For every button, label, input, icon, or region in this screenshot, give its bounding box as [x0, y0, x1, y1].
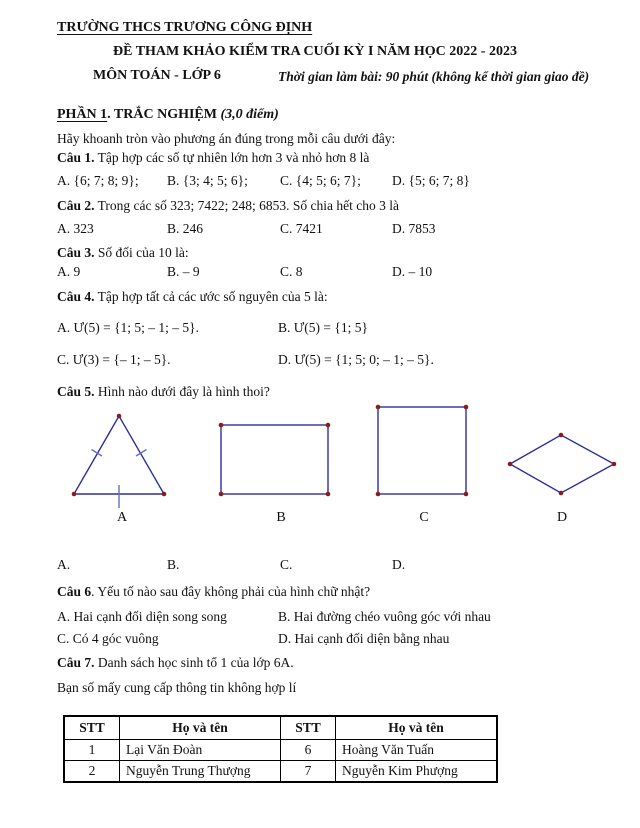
table-row	[64, 740, 497, 761]
question-4-label: Câu 4.	[57, 289, 95, 304]
question-1-option-b: B. {3; 4; 5; 6};	[167, 173, 248, 188]
header-name-1: Họ và tên	[120, 716, 281, 740]
triangle-shape	[74, 416, 164, 494]
part1-title: . TRẮC NGHIỆM	[107, 107, 221, 122]
part1-points: (3,0 điểm)	[220, 107, 279, 122]
question-7-text: Danh sách học sinh tổ 1 của lớp 6A.	[94, 655, 294, 670]
shapes-figure	[0, 398, 640, 513]
question-1-option-d: D. {5; 6; 7; 8}	[392, 173, 470, 188]
question-7-label: Câu 7.	[57, 655, 95, 670]
table-header-row	[64, 716, 497, 740]
question-4-option-a: A. Ư(5) = {1; 5; – 1; – 5}.	[57, 320, 200, 335]
question-4-text: Tập hợp tất cả các ước số nguyên của 5 là:	[94, 289, 328, 304]
question-5-answer-a: A.	[57, 557, 71, 572]
rectangle-shape	[221, 425, 328, 494]
header-stt-1: STT	[64, 716, 120, 740]
question-3-option-c: C. 8	[280, 264, 303, 279]
question-2-label: Câu 2.	[57, 198, 95, 213]
shape-label-a: A	[116, 510, 128, 525]
question-2-option-d: D. 7853	[392, 221, 436, 236]
question-6-label: Câu 6	[57, 584, 92, 599]
question-2	[57, 198, 399, 214]
header-stt-2: STT	[281, 716, 336, 740]
question-5-answer-b: B.	[167, 557, 180, 572]
question-6-option-b: B. Hai đường chéo vuông góc với nhau	[278, 609, 491, 624]
shape-label-b: B	[276, 510, 286, 525]
question-1-option-c: C. {4; 5; 6; 7};	[280, 173, 361, 188]
part1-heading	[57, 107, 279, 123]
triangle-tick-marks	[92, 450, 147, 509]
question-4	[57, 289, 328, 305]
shape-label-d: D	[556, 510, 568, 525]
shape-label-c: C	[419, 510, 429, 525]
rhombus-shape	[510, 435, 614, 493]
question-6-option-d: D. Hai cạnh đối diện bằng nhau	[278, 631, 450, 646]
question-2-text: Trong các số 323; 7422; 248; 6853. Số chia hết cho 3 là	[94, 198, 399, 213]
question-2-option-c: C. 7421	[280, 221, 323, 236]
question-5-answer-d: D.	[392, 557, 406, 572]
exam-title: ĐỀ THAM KHẢO KIỂM TRA CUỐI KỲ I NĂM HỌC 2022 - 2023	[113, 44, 517, 59]
question-6	[57, 584, 370, 600]
square-shape	[378, 407, 466, 494]
question-3	[57, 245, 189, 261]
question-1-label: Câu 1.	[57, 150, 95, 165]
table-row	[64, 761, 497, 783]
question-3-option-a: A. 9	[57, 264, 81, 279]
school-name: TRƯỜNG THCS TRƯƠNG CÔNG ĐỊNH	[57, 20, 313, 35]
question-6-option-c: C. Có 4 góc vuông	[57, 631, 159, 646]
cell-name: Nguyễn Kim Phượng	[336, 761, 498, 783]
question-5-answer-c: C.	[280, 557, 293, 572]
question-5-label: Câu 5.	[57, 384, 95, 399]
header-name-2: Họ và tên	[336, 716, 498, 740]
instruction-line: Hãy khoanh tròn vào phương án đúng trong mỗi câu dưới đây:	[57, 131, 396, 146]
subject-line: MÔN TOÁN - LỚP 6	[93, 68, 221, 83]
question-7	[57, 655, 294, 671]
question-4-option-c: C. Ư(3) = {– 1; – 5}.	[57, 352, 171, 367]
question-3-option-b: B. – 9	[167, 264, 200, 279]
question-4-option-b: B. Ư(5) = {1; 5}	[278, 320, 368, 335]
question-3-text: Số đối của 10 là:	[94, 245, 189, 260]
student-roster-table	[63, 715, 498, 783]
question-3-label: Câu 3.	[57, 245, 95, 260]
cell-stt: 7	[281, 761, 336, 783]
duration-note: Thời gian làm bài: 90 phút (không kể thời gian giao đề)	[278, 69, 590, 84]
question-7-text2: Bạn số mấy cung cấp thông tin không hợp lí	[57, 680, 297, 695]
question-3-option-d: D. – 10	[392, 264, 433, 279]
question-2-option-a: A. 323	[57, 221, 94, 236]
question-5-text: Hình nào dưới đây là hình thoi?	[94, 384, 270, 399]
question-6-option-a: A. Hai cạnh đối diện song song	[57, 609, 227, 624]
cell-stt: 1	[64, 740, 120, 761]
question-1	[57, 150, 369, 166]
cell-stt: 2	[64, 761, 120, 783]
question-6-text: . Yếu tố nào sau đây không phải của hình chữ nhật?	[91, 584, 371, 599]
cell-name: Nguyễn Trung Thượng	[120, 761, 281, 783]
cell-stt: 6	[281, 740, 336, 761]
question-1-text: Tập hợp các số tự nhiên lớn hơn 3 và nhỏ hơn 8 là	[94, 150, 370, 165]
question-1-option-a: A. {6; 7; 8; 9};	[57, 173, 139, 188]
question-2-option-b: B. 246	[167, 221, 204, 236]
part1-label: PHẦN 1	[57, 107, 108, 122]
question-4-option-d: D. Ư(5) = {1; 5; 0; – 1; – 5}.	[278, 352, 434, 367]
cell-name: Lại Văn Đoàn	[120, 740, 281, 761]
cell-name: Hoàng Văn Tuấn	[336, 740, 498, 761]
